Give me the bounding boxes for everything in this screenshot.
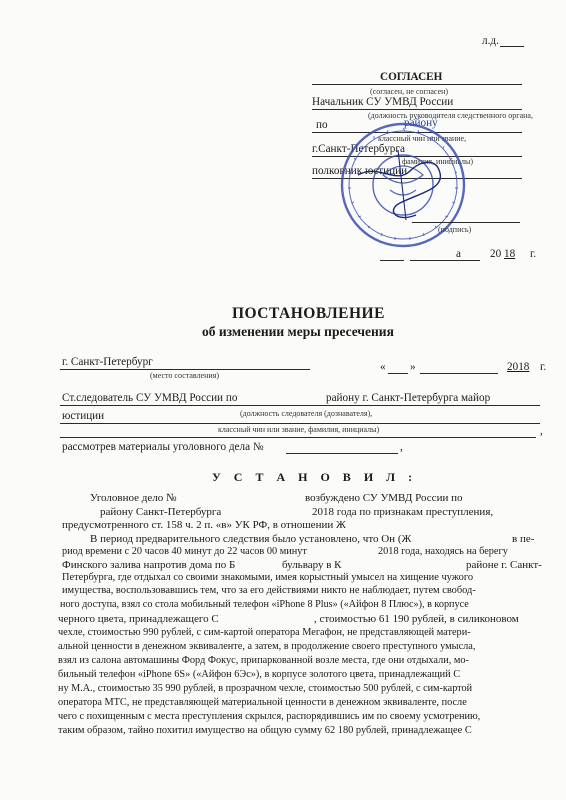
- signature-caption: (подпись): [438, 225, 472, 234]
- body-line-part-a: чего с похищенным с места преступления скрылся, распорядившись им по своему усмотрению,: [58, 711, 481, 722]
- body-line-part-a: альной ценности в денежном эквиваленте, а затем, в продолжение своего преступного умысла,: [58, 641, 476, 652]
- body-line-part-a: Финского залива напротив дома по Б: [62, 559, 236, 571]
- body-line-part-a: черного цвета, принадлежащего С: [58, 613, 219, 625]
- document-subtitle: об изменении меры пресечения: [202, 324, 394, 339]
- body-line-part-a: таким образом, тайно похитил имущество на общую сумму 62 180 рублей, принадлежащее С: [58, 725, 472, 736]
- body-line-part-b: 2018 года по признакам преступления,: [312, 506, 494, 518]
- approval-position-caption: (должность руководителя следственного органа,: [368, 111, 533, 120]
- body-line-part-a: Уголовное дело №: [90, 492, 177, 504]
- body-line-part-a: чехле, стоимостью 990 рублей, с сим-картой оператора Мегафон, не представляющей матери-: [58, 627, 471, 638]
- body-line-part-a: оператора МТС, не представляющей материальной ценности в денежном эквиваленте, после: [58, 697, 467, 708]
- document-title: ПОСТАНОВЛЕНИЕ: [232, 305, 385, 322]
- investigator-line1-right: району г. Санкт-Петербурга майор: [326, 392, 491, 404]
- investigator-line2-caption: (должность следователя (дознавателя),: [240, 409, 373, 418]
- date-year: 2018: [507, 361, 530, 373]
- signature-line: [412, 222, 520, 223]
- approval-position-line: [312, 109, 522, 110]
- approval-city: г.Санкт-Петербурга: [312, 143, 405, 155]
- approval-chin-caption: классный чин или звание,: [378, 134, 467, 143]
- approval-date-letter: а: [456, 248, 461, 260]
- body-line-part-c: районе г. Санкт-: [466, 559, 542, 571]
- approval-heading: СОГЛАСЕН: [380, 71, 443, 83]
- date-day-line: [388, 373, 408, 374]
- body-line-part-a: В период предварительного следствия было установлено, что Он (Ж: [90, 533, 412, 545]
- investigator-line4: рассмотрев материалы уголовного дела №: [62, 441, 264, 453]
- date-quote-open: «: [380, 361, 386, 373]
- approval-heading-caption: (согласен, не согласен): [370, 87, 449, 96]
- ustanovil-heading: У С Т А Н О В И Л :: [212, 470, 418, 484]
- body-line-part-a: риод времени с 20 часов 40 минут до 22 часов 00 минут: [62, 546, 307, 557]
- approval-year-g: г.: [530, 248, 537, 260]
- body-line-part-b: возбуждено СУ УМВД России по: [305, 492, 463, 504]
- place-city: г. Санкт-Петербург: [62, 356, 153, 368]
- approval-heading-line: [312, 84, 522, 85]
- case-number-line: [286, 453, 398, 454]
- approval-month-line: [410, 260, 480, 261]
- body-line-part-a: предусмотренного ст. 158 ч. 2 п. «в» УК РФ, в отношении Ж: [62, 519, 346, 531]
- investigator-line3-caption: классный чин или звание, фамилия, инициалы): [218, 425, 380, 434]
- body-line-part-b: бульвару в К: [282, 559, 342, 571]
- approval-position: Начальник СУ УМВД России: [312, 96, 454, 108]
- place-caption: (место составления): [150, 371, 219, 380]
- investigator-line3-end: ,: [540, 425, 543, 437]
- body-line-part-a: имущества, воспользовавшись тем, что за его действиями никто не наблюдает, путем свобод-: [62, 585, 476, 596]
- investigator-line4-end: ,: [400, 441, 403, 453]
- page-ref-line: [500, 46, 524, 47]
- approval-year-suffix: 18: [504, 248, 516, 260]
- approval-district: району: [404, 117, 438, 129]
- body-line-part-a: бильный телефон «iPhone 6S» («Айфон 6Эс»), в корпусе золотого цвета, принадлежащий С: [58, 669, 461, 680]
- approval-day-line: [380, 260, 404, 261]
- approval-fio-caption: фамилия, инициалы): [402, 157, 474, 166]
- investigator-line3-rule: [60, 437, 536, 438]
- investigator-line1-rule: [60, 405, 540, 406]
- approval-by: по: [316, 119, 328, 131]
- body-line-part-b: 2018 года, находясь на берегу: [378, 546, 508, 557]
- body-line-part-a: району Санкт-Петербурга: [100, 506, 222, 518]
- approval-year-prefix: 20: [490, 248, 502, 260]
- approval-rank: полковник юстиции: [312, 165, 408, 177]
- place-line: [60, 369, 310, 370]
- body-line-part-a: Петербурга, где отдыхал со своими знакомыми, имея корыстный умысел на хищение чужого: [62, 572, 474, 583]
- investigator-line1-left: Ст.следователь СУ УМВД России по: [62, 392, 238, 404]
- date-quote-close: »: [410, 361, 416, 373]
- body-line-part-a: взял из салона автомашины Форд Фокус, припаркованной возле места, где они отдыхали, мо-: [58, 655, 469, 666]
- body-line-part-b: в пе-: [512, 533, 535, 545]
- body-line-part-b: , стоимостью 61 190 рублей, в силиконовом: [314, 613, 519, 625]
- date-month-line: [420, 373, 498, 374]
- investigator-line2-left: юстиции: [62, 410, 105, 422]
- page-ref: л.д.: [482, 35, 499, 47]
- body-line-part-a: ну М.А., стоимостью 35 990 рублей, в прозрачном чехле, стоимостью 500 рублей, с сим-картой: [58, 683, 473, 694]
- body-line-part-a: ного доступа, взял со стола мобильный телефон «iPhone 8 Plus» («Айфон 8 Плюс»), в корпусе: [60, 599, 469, 610]
- date-year-g: г.: [540, 361, 547, 373]
- investigator-line2-rule: [60, 423, 540, 424]
